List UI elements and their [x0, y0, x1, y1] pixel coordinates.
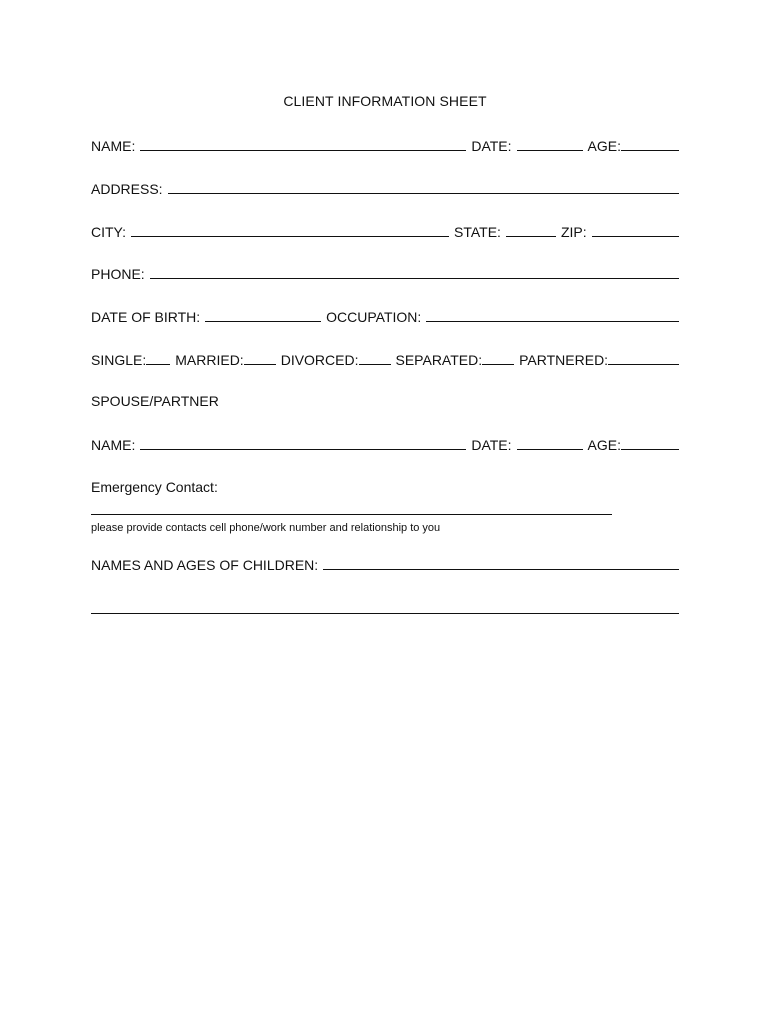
- dob-occupation-row: [91, 307, 679, 326]
- city-label: CITY:: [91, 224, 127, 240]
- married-field[interactable]: [244, 350, 276, 365]
- zip-field[interactable]: [592, 222, 679, 237]
- partnered-field[interactable]: [608, 350, 679, 365]
- client-name-row: [91, 136, 679, 155]
- single-label: SINGLE:: [91, 352, 147, 368]
- address-row: [91, 179, 679, 198]
- emergency-contact-label: Emergency Contact:: [91, 479, 218, 495]
- dob-field[interactable]: [205, 307, 321, 322]
- single-field[interactable]: [146, 350, 170, 365]
- spouse-name-row: [91, 435, 679, 454]
- zip-label: ZIP:: [560, 224, 587, 240]
- dob-label: DATE OF BIRTH:: [91, 309, 201, 325]
- date-field[interactable]: [517, 136, 583, 151]
- city-state-zip-row: [91, 222, 679, 241]
- spouse-age-label: AGE:: [587, 437, 622, 453]
- emergency-contact-note: please provide contacts cell phone/work number and relationship to you: [91, 522, 441, 534]
- occupation-field[interactable]: [426, 307, 679, 322]
- divorced-label: DIVORCED:: [280, 352, 359, 368]
- occupation-label: OCCUPATION:: [326, 309, 422, 325]
- partnered-label: PARTNERED:: [519, 352, 609, 368]
- married-label: MARRIED:: [175, 352, 244, 368]
- spouse-section-heading: SPOUSE/PARTNER: [91, 393, 219, 409]
- spouse-date-field[interactable]: [517, 435, 583, 450]
- address-field[interactable]: [168, 179, 679, 194]
- name-label: NAME:: [91, 138, 136, 154]
- children-label: NAMES AND AGES OF CHILDREN:: [91, 557, 319, 573]
- separated-label: SEPARATED:: [395, 352, 483, 368]
- address-label: ADDRESS:: [91, 181, 163, 197]
- divorced-field[interactable]: [359, 350, 391, 365]
- spouse-date-label: DATE:: [471, 437, 512, 453]
- phone-field[interactable]: [150, 264, 679, 279]
- form-title: CLIENT INFORMATION SHEET: [283, 93, 487, 109]
- age-label: AGE:: [587, 138, 622, 154]
- city-field[interactable]: [131, 222, 449, 237]
- name-field[interactable]: [140, 136, 466, 151]
- spouse-name-field[interactable]: [140, 435, 466, 450]
- phone-label: PHONE:: [91, 266, 145, 282]
- date-label: DATE:: [471, 138, 512, 154]
- separated-field[interactable]: [482, 350, 514, 365]
- state-field[interactable]: [506, 222, 556, 237]
- emergency-contact-field[interactable]: [91, 514, 612, 515]
- children-row: [91, 555, 679, 574]
- phone-row: [91, 264, 679, 283]
- state-label: STATE:: [454, 224, 501, 240]
- spouse-age-field[interactable]: [621, 435, 679, 450]
- children-field-continued[interactable]: [91, 613, 679, 614]
- age-field[interactable]: [621, 136, 679, 151]
- children-field[interactable]: [323, 555, 679, 570]
- spouse-name-label: NAME:: [91, 437, 136, 453]
- marital-status-row: [91, 350, 679, 369]
